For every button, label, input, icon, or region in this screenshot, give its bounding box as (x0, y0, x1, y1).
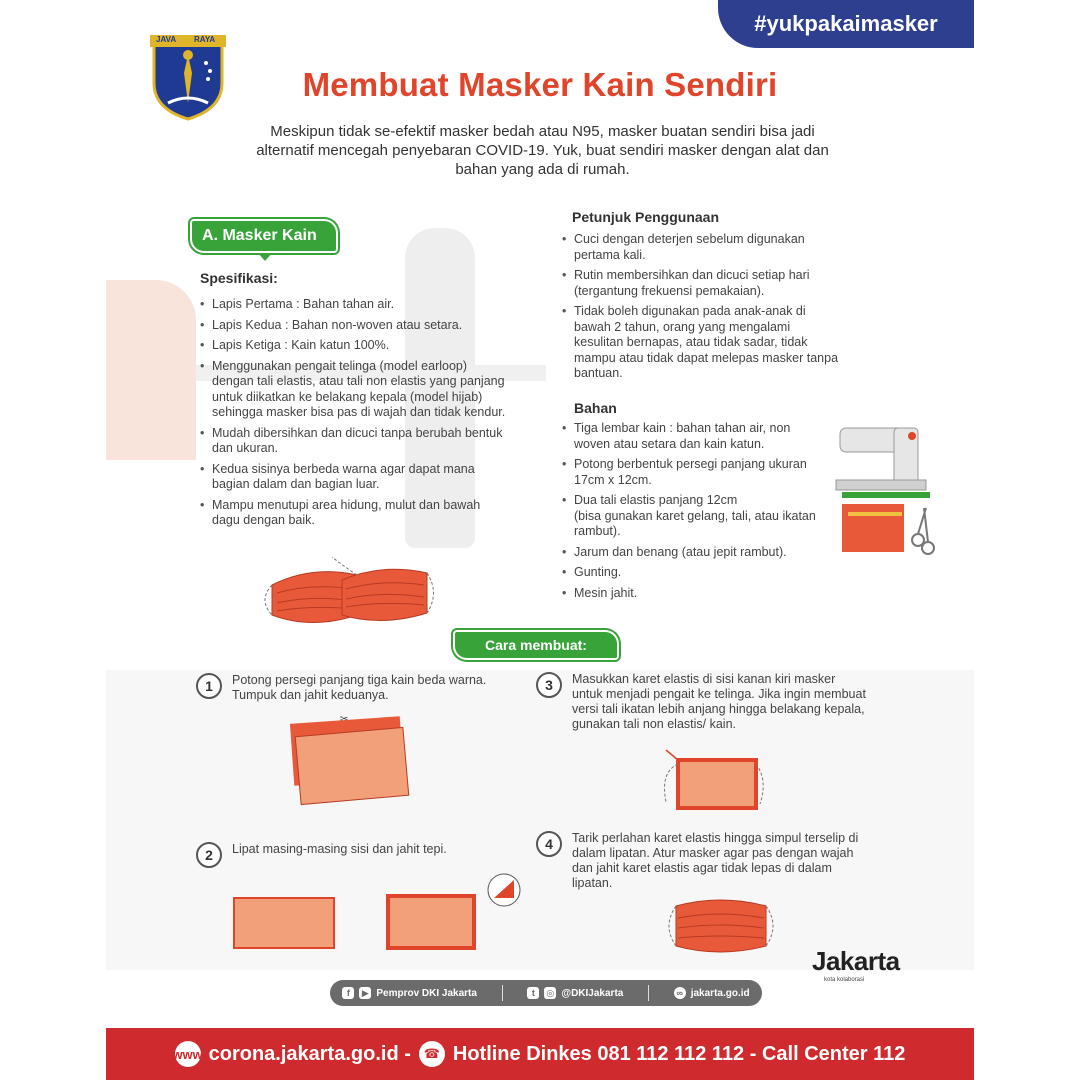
list-item: • Gunting. (562, 565, 818, 581)
list-item: • Tiga lembar kain : bahan tahan air, non woven atau setara dan kain katun. (562, 421, 818, 452)
bahan-item-main: • Dua tali elastis panjang 12cm (574, 493, 738, 507)
list-item: • Jarum dan benang (atau jepit rambut). (562, 545, 818, 561)
jakarta-crest-icon (148, 33, 228, 121)
step-text: Potong persegi panjang tiga kain beda warna. Tumpuk dan jahit keduanya. (232, 673, 487, 702)
petunjuk-list (562, 232, 842, 387)
list-item: • Mesin jahit. (562, 586, 818, 602)
footer-hotline: Hotline Dinkes 081 112 112 112 - Call Center 112 (452, 1042, 906, 1065)
background-fabric (106, 280, 196, 460)
crest-banner-right: RAYA (194, 35, 216, 44)
step-number: 2 (196, 842, 222, 868)
list-item: • Lapis Ketiga : Kain katun 100%. (200, 338, 510, 354)
social-facebook-youtube[interactable] (342, 987, 477, 999)
page-title: Membuat Masker Kain Sendiri (302, 66, 778, 103)
crest-banner-left: JAVA (156, 35, 177, 44)
elastic-insert-illustration (656, 742, 771, 817)
bahan-item-note: (bisa gunakan karet gelang, tali, atau ikatan rambut). (574, 508, 816, 538)
list-item (562, 493, 818, 540)
step-text: Tarik perlahan karet elastis hingga simpul terselip di dalam lipatan. Atur masker agar pas dengan wajah dan jahit karet elastis agar tidak lepas di dalam lipatan. (572, 831, 859, 890)
step-text: Masukkan karet elastis di sisi kanan kiri masker untuk menjadi pengait ke telinga. Jika ingin membuat versi tali ikatan lebih anjang hingga belakang kepala, gunakan tali non elastis/ kain. (572, 672, 866, 731)
list-item: • Menggunakan pengait telinga (model earloop) dengan tali elastis, atau tali non elastis yang panjang untuk diikatkan ke belakang kepala (model hijab) sehingga masker bisa pas di wajah dan tidak kendur. (200, 359, 510, 421)
masks-illustration (262, 555, 442, 640)
list-item: • Tidak boleh digunakan pada anak-anak di bawah 2 tahun, orang yang mengalami kesulitan bernapas, atau tidak sadar, tidak mampu atau tidak dapat melepas masker tanpa bantuan. (562, 304, 842, 382)
step-text: Lipat masing-masing sisi dan jahit tepi. (232, 842, 447, 856)
list-item: • Lapis Kedua : Bahan non-woven atau setara. (200, 318, 510, 334)
globe-icon: www (175, 1041, 201, 1067)
step-2 (196, 842, 496, 868)
social-twitter-instagram[interactable] (527, 987, 623, 999)
youtube-icon: ▶ (359, 987, 371, 999)
footer-bar (106, 1028, 974, 1080)
jakarta-brand-logo (812, 946, 942, 983)
intro-text: Meskipun tidak se-efektif masker bedah atau N95, masker buatan sendiri bisa jadi alternatif mencegah penyebaran COVID-19. Yuk, buat sendiri masker dengan alat dan bahan yang ada di rumah. (256, 123, 829, 178)
brand-word: Jakarta (812, 946, 900, 976)
social-bar (330, 980, 762, 1006)
finished-mask-illustration (662, 894, 780, 960)
step-number: 1 (196, 673, 222, 699)
divider (502, 985, 503, 1001)
footer-site[interactable]: corona.jakarta.go.id - (208, 1042, 411, 1065)
divider (648, 985, 649, 1001)
web-icon: ∞ (674, 987, 686, 999)
section-a-badge: A. Masker Kain (190, 219, 338, 253)
list-item: • Rutin membersihkan dan dicuci setiap hari (tergantung frekuensi pemakaian). (562, 268, 842, 299)
list-item: • Cuci dengan deterjen sebelum digunakan pertama kali. (562, 232, 842, 263)
social-tw-label: @DKIJakarta (561, 987, 624, 999)
step-3 (536, 672, 866, 732)
list-item: • Lapis Pertama : Bahan tahan air. (200, 297, 510, 313)
fold-sides-illustration (232, 872, 532, 952)
svg-text:✂: ✂ (340, 714, 349, 725)
brand-tagline: kota kolaborasi (824, 977, 865, 983)
spec-title: Spesifikasi: (200, 270, 278, 286)
step-number: 4 (536, 831, 562, 857)
list-item: • Mampu menutupi area hidung, mulut dan bawah dagu dengan baik. (200, 498, 510, 529)
bahan-list (562, 421, 818, 606)
instagram-icon: ◎ (544, 987, 556, 999)
list-item: • Potong berbentuk persegi panjang ukuran 17cm x 12cm. (562, 457, 818, 488)
phone-icon: ☎ (419, 1041, 445, 1067)
spec-list (200, 297, 510, 534)
list-item: • Mudah dibersihkan dan dicuci tanpa berubah bentuk dan ukuran. (200, 426, 510, 457)
bahan-title: Bahan (574, 400, 617, 416)
list-item: • Kedua sisinya berbeda warna agar dapat mana bagian dalam dan bagian luar. (200, 462, 510, 493)
petunjuk-title: Petunjuk Penggunaan (572, 209, 720, 225)
social-web-label: jakarta.go.id (690, 987, 750, 999)
step-1 (196, 673, 496, 703)
step-number: 3 (536, 672, 562, 698)
facebook-icon: f (342, 987, 354, 999)
hashtag-banner: #yukpakaimasker (718, 0, 974, 48)
social-web[interactable] (674, 987, 750, 999)
twitter-icon: t (527, 987, 539, 999)
cara-badge: Cara membuat: (453, 630, 619, 660)
social-fb-label: Pemprov DKI Jakarta (376, 987, 477, 999)
sewing-machine-illustration (834, 418, 939, 563)
fabric-stack-illustration (290, 712, 410, 807)
step-4 (536, 831, 866, 891)
